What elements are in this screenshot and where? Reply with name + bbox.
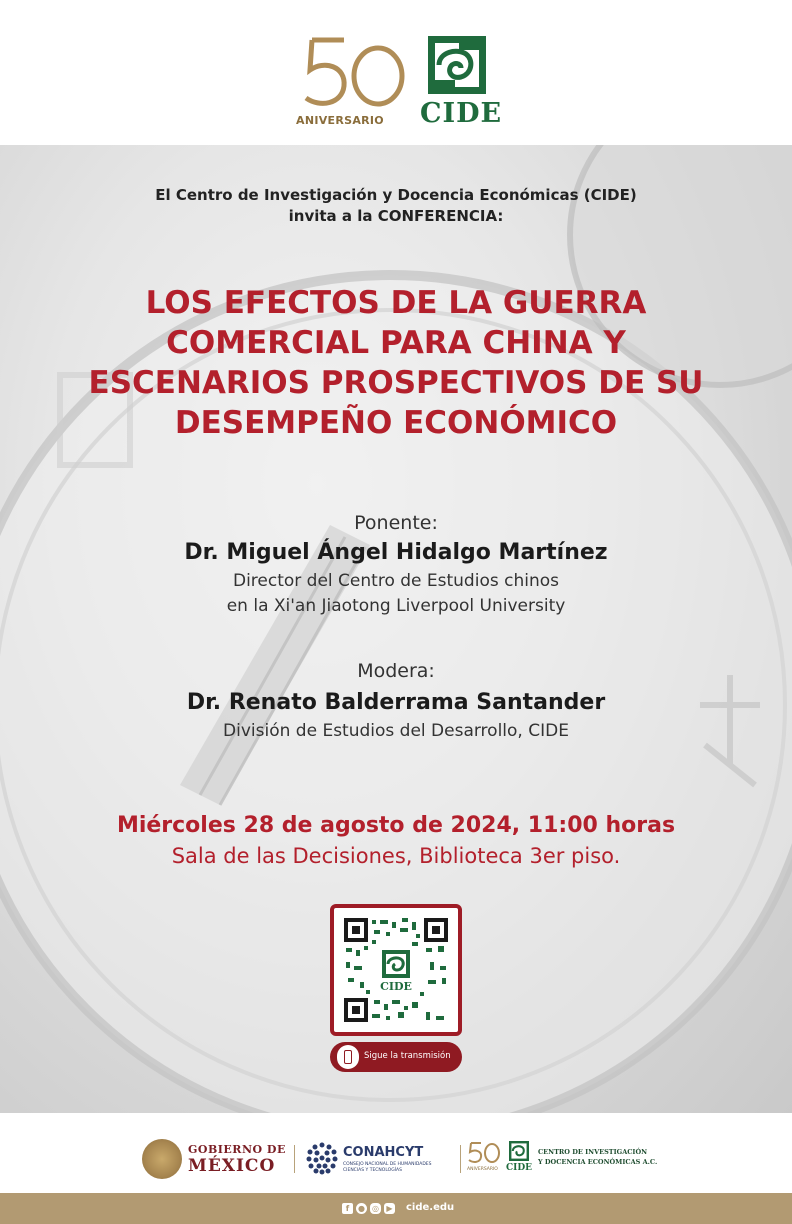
fifty-numeral-icon — [302, 36, 408, 112]
smartphone-icon — [337, 1045, 359, 1069]
moderator-name: Dr. Renato Balderrama Santander — [186, 690, 606, 715]
gobierno-label: GOBIERNO DE — [188, 1143, 286, 1156]
header-logo-bar — [0, 0, 792, 145]
event-location: Sala de las Decisiones, Biblioteca 3er piso. — [171, 844, 621, 868]
qr-code-icon — [342, 916, 450, 1024]
speaker-role-label: Ponente: — [354, 512, 438, 534]
speaker-affiliation-line-2: en la Xi'an Jiaotong Liverpool University — [226, 596, 566, 616]
x-twitter-icon[interactable]: ● — [356, 1203, 367, 1214]
small-fifty-icon — [467, 1141, 501, 1165]
small-anniversary-label: ANIVERSARIO — [467, 1167, 498, 1172]
follow-livestream-label: Sigue la transmisión — [364, 1051, 451, 1061]
speaker-name: Dr. Miguel Ángel Hidalgo Martínez — [184, 540, 608, 565]
small-cide-emblem-icon — [509, 1141, 529, 1161]
conahcyt-subtitle: CONSEJO NACIONAL DE HUMANIDADES CIENCIAS Y TECNOLOGÍAS — [343, 1162, 432, 1173]
event-date: Miércoles 28 de agosto de 2024, 11:00 horas — [116, 813, 676, 838]
instagram-icon[interactable]: ◎ — [370, 1203, 381, 1214]
website-link[interactable]: cide.edu — [406, 1202, 455, 1213]
divider — [460, 1145, 461, 1173]
sponsor-footer — [0, 1113, 792, 1193]
qr-cide-label: CIDE — [380, 980, 412, 993]
title-line: ESCENARIOS PROSPECTIVOS DE SU — [88, 365, 704, 401]
cide-logo — [420, 36, 503, 132]
cide-full-name-line-2: Y DOCENCIA ECONÓMICAS A.C. — [538, 1158, 658, 1166]
invitation-line-2: invita a la CONFERENCIA: — [288, 207, 504, 225]
national-seal-icon — [142, 1139, 182, 1179]
small-cide-wordmark: CIDE — [506, 1163, 533, 1173]
facebook-icon[interactable]: f — [342, 1203, 353, 1214]
conahcyt-name: CONAHCYT — [343, 1145, 424, 1160]
conahcyt-logo — [305, 1141, 455, 1177]
gobierno-de-mexico-logo — [142, 1139, 292, 1179]
follow-livestream-button[interactable] — [330, 1042, 462, 1072]
invitation-line-1: El Centro de Investigación y Docencia Económicas (CIDE) — [155, 186, 637, 204]
poster-body — [0, 145, 792, 1113]
conahcyt-dots-icon — [305, 1141, 339, 1175]
conference-title — [40, 283, 752, 443]
divider — [294, 1145, 295, 1173]
cide-full-name — [538, 1147, 668, 1167]
title-line: COMERCIAL PARA CHINA Y — [166, 325, 626, 361]
cide-full-name-line-1: CENTRO DE INVESTIGACIÓN — [538, 1148, 648, 1156]
title-line: DESEMPEÑO ECONÓMICO — [174, 405, 618, 441]
cide-emblem-icon — [428, 36, 486, 94]
small-anniversary-logo — [467, 1141, 503, 1177]
invitation-text — [0, 185, 792, 227]
bottom-social-bar — [0, 1193, 792, 1224]
small-cide-logo — [506, 1141, 532, 1177]
cide-wordmark: CIDE — [420, 98, 503, 129]
anniversary-50-logo — [296, 36, 414, 132]
mexico-label: MÉXICO — [188, 1156, 276, 1176]
moderator-affiliation: División de Estudios del Desarrollo, CIDE — [223, 721, 569, 741]
speaker-affiliation-line-1: Director del Centro de Estudios chinos — [232, 571, 559, 591]
title-line: LOS EFECTOS DE LA GUERRA — [145, 285, 647, 321]
livestream-qr-code[interactable] — [330, 904, 462, 1036]
moderator-role-label: Modera: — [357, 660, 435, 682]
anniversary-label: ANIVERSARIO — [296, 114, 384, 127]
speaker-affiliation — [0, 569, 792, 619]
youtube-icon[interactable]: ▶ — [384, 1203, 395, 1214]
